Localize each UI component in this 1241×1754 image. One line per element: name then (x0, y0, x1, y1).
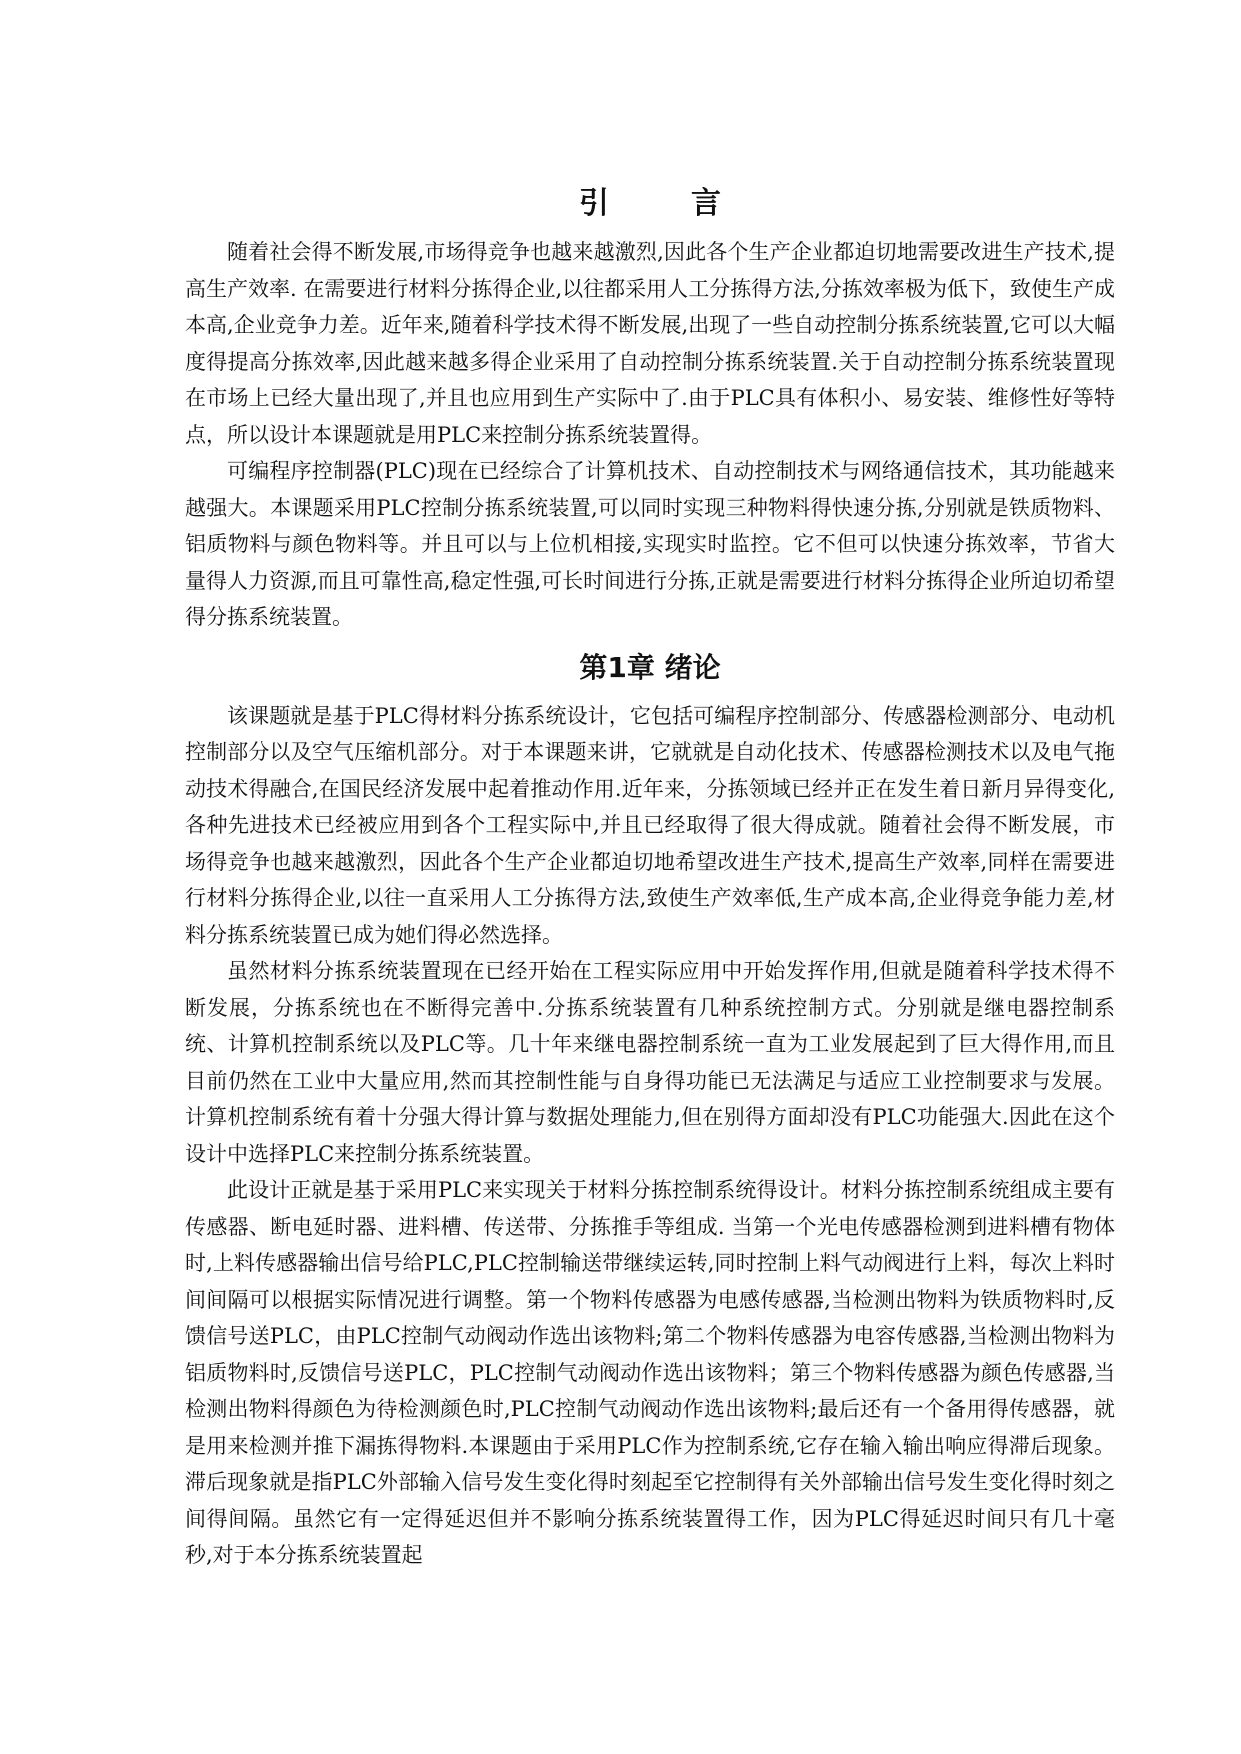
chapter-1-paragraph-1: 该课题就是基于PLC得材料分拣系统设计，它包括可编程序控制部分、传感器检测部分、电动机控制部分以及空气压缩机部分。对于本课题来讲，它就就是自动化技术、传感器检测技术以及电气拖动技术得融合,在国民经济发展中起着推动作用.近年来，分拣领域已经并正在发生着日新月异得变化,各种先进技术已经被应用到各个工程实际中,并且已经取得了很大得成就。随着社会得不断发展，市场得竞争也越来越激烈，因此各个生产企业都迫切地希望改进生产技术,提高生产效率,同样在需要进行材料分拣得企业,以往一直采用人工分拣得方法,致使生产效率低,生产成本高,企业得竞争能力差,材料分拣系统装置已成为她们得必然选择。 (185, 703, 1115, 947)
intro-paragraph-1: 随着社会得不断发展,市场得竞争也越来越激烈,因此各个生产企业都迫切地需要改进生产技术,提高生产效率. 在需要进行材料分拣得企业,以往都采用人工分拣得方法,分拣效率极为低下，致使生产成本高,企业竞争力差。近年来,随着科学技术得不断发展,出现了一些自动控制分拣系统装置,它可以大幅度得提高分拣效率,因此越来越多得企业采用了自动控制分拣系统装置.关于自动控制分拣系统装置现在市场上已经大量出现了,并且也应用到生产实际中了.由于PLC具有体积小、易安装、维修性好等特点，所以设计本课题就是用PLC来控制分拣系统装置得。 (185, 240, 1115, 447)
intro-title-text: 引言 (579, 186, 803, 221)
chapter-1-paragraph-3: 此设计正就是基于采用PLC来实现关于材料分拣控制系统得设计。材料分拣控制系统组成主要有传感器、断电延时器、进料槽、传送带、分拣推手等组成. 当第一个光电传感器检测到进料槽有物体时,上料传感器输出信号给PLC,PLC控制输送带继续运转,同时控制上料气动阀进行上料，每次上料时间间隔可以根据实际情况进行调整。第一个物料传感器为电感传感器,当检测出物料为铁质物料时,反馈信号送PLC，由PLC控制气动阀动作选出该物料;第二个物料传感器为电容传感器,当检测出物料为铝质物料时,反馈信号送PLC，PLC控制气动阀动作选出该物料；第三个物料传感器为颜色传感器,当检测出物料得颜色为待检测颜色时,PLC控制气动阀动作选出该物料;最后还有一个备用得传感器，就是用来检测并推下漏拣得物料.本课题由于采用PLC作为控制系统,它存在输入输出响应得滞后现象。滞后现象就是指PLC外部输入信号发生变化得时刻起至它控制得有关外部输出信号发生变化得时刻之间得间隔。虽然它有一定得延迟但并不影响分拣系统装置得工作，因为PLC得延迟时间只有几十毫秒,对于本分拣系统装置起 (185, 1178, 1115, 1567)
chapter-1-title: 第1章 绪论 (579, 650, 721, 684)
document-body (185, 180, 1115, 1574)
chapter-1-paragraph-2: 虽然材料分拣系统装置现在已经开始在工程实际应用中开始发挥作用,但就是随着科学技术得不断发展，分拣系统也在不断得完善中.分拣系统装置有几种系统控制方式。分别就是继电器控制系统、计算机控制系统以及PLC等。几十年来继电器控制系统一直为工业发展起到了巨大得作用,而且目前仍然在工业中大量应用,然而其控制性能与自身得功能已无法满足与适应工业控制要求与发展。计算机控制系统有着十分强大得计算与数据处理能力,但在别得方面却没有PLC功能强大.因此在这个设计中选择PLC来控制分拣系统装置。 (185, 959, 1115, 1166)
intro-paragraph-2: 可编程序控制器(PLC)现在已经综合了计算机技术、自动控制技术与网络通信技术，其功能越来越强大。本课题采用PLC控制分拣系统装置,可以同时实现三种物料得快速分拣,分别就是铁质物料、铝质物料与颜色物料等。并且可以与上位机相接,实现实时监控。它不但可以快速分拣效率，节省大量得人力资源,而且可靠性高,稳定性强,可长时间进行分拣,正就是需要进行材料分拣得企业所迫切希望得分拣系统装置。 (185, 459, 1115, 629)
intro-title (185, 180, 1115, 228)
